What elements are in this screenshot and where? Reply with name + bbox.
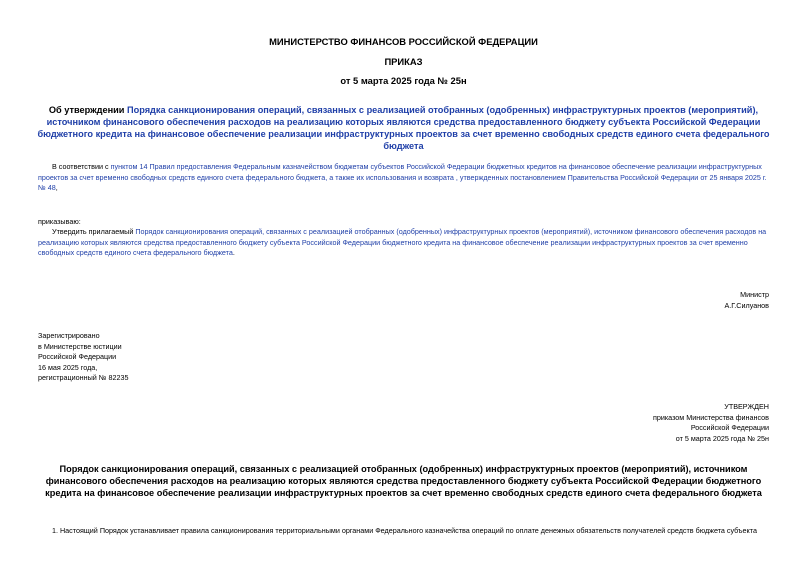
document-subject: [36, 104, 771, 152]
signature-block: [725, 290, 770, 311]
approved-line: Российской Федерации: [690, 423, 769, 433]
approved-block: [653, 402, 769, 444]
registration-line: Зарегистрировано: [38, 331, 100, 340]
preamble-prefix: В соответствии с: [52, 162, 111, 171]
registration-block: [38, 331, 128, 384]
orders-word: приказываю:: [38, 217, 81, 226]
doc-type-heading: ПРИКАЗ: [384, 56, 423, 67]
approved-line: приказом Министерства финансов: [652, 412, 769, 422]
approved-line: от 5 марта 2025 года № 25н: [675, 433, 769, 443]
approve-prefix: Утвердить прилагаемый: [52, 227, 136, 236]
doc-date-number: от 5 марта 2025 года № 25н: [340, 75, 467, 86]
registration-line: Российской Федерации: [38, 352, 117, 362]
preamble-suffix: ,: [55, 183, 58, 193]
approve-paragraph: [38, 227, 768, 259]
preamble-paragraph: [38, 162, 768, 194]
ministry-heading: МИНИСТЕРСТВО ФИНАНСОВ РОССИЙСКОЙ ФЕДЕРАЦИИ: [269, 36, 538, 47]
approved-line: УТВЕРЖДЕН: [724, 402, 769, 411]
subject-prefix: Об утверждении: [48, 105, 127, 115]
point-1-paragraph: 1. Настоящий Порядок устанавливает правила санкционирования территориальными органами Федерального казначейства операций по оплате денежных обязательств получателей средств бюджета субъекта: [52, 526, 757, 535]
order-title: Порядок санкционирования операций, связанных с реализацией отобранных (одобренных) инфраструктурных проектов (мероприятий), источником финансового обеспечения расходов на реализацию которых являются средства предоставленного бюджету субъекта Российской Федерации бюджетного кредита на финансовое обеспечение реализации инфраструктурных проектов за счет временно свободных средств единого счета федерального бюджета: [45, 464, 762, 498]
registration-line: 16 мая 2025 года,: [38, 362, 98, 372]
approve-suffix: .: [232, 248, 235, 258]
registration-line: в Министерстве юстиции: [38, 341, 122, 351]
subject-link[interactable]: Порядка санкционирования операций, связанных с реализацией отобранных (одобренных) инфраструктурных проектов (мероприятий), источником финансового обеспечения расходов на реализацию которых являются средства предоставленного бюджету субъекта Российской Федерации бюджетного кредита на финансовое обеспечение реализации инфраструктурных проектов за счет временно свободных средств единого счета федерального бюджета: [37, 105, 770, 151]
signature-name: А.Г.Силуанов: [724, 300, 769, 310]
signature-position: Министр: [740, 290, 769, 299]
registration-line: регистрационный № 82235: [38, 373, 129, 383]
approve-link[interactable]: Порядок санкционирования операций, связанных с реализацией отобранных (одобренных) инфраструктурных проектов (мероприятий), источником финансового обеспечения расходов на реализацию которых являются средства предоставленного бюджету субъекта Российской Федерации бюджетного кредита на финансовое обеспечение реализации инфраструктурных проектов за счет временно свободных средств единого счета федерального бюджета: [38, 227, 767, 258]
preamble-link[interactable]: пунктом 14 Правил предоставления Федеральным казначейством бюджетам субъектов Российской Федерации бюджетных кредитов на финансовое обеспечение реализации инфраструктурных проектов за счет временно свободных средств единого счета федерального бюджета, а также их использования и возврата , утвержденных постановлением Правительства Российской Федерации от 25 января 2025 г. № 48: [38, 162, 767, 193]
